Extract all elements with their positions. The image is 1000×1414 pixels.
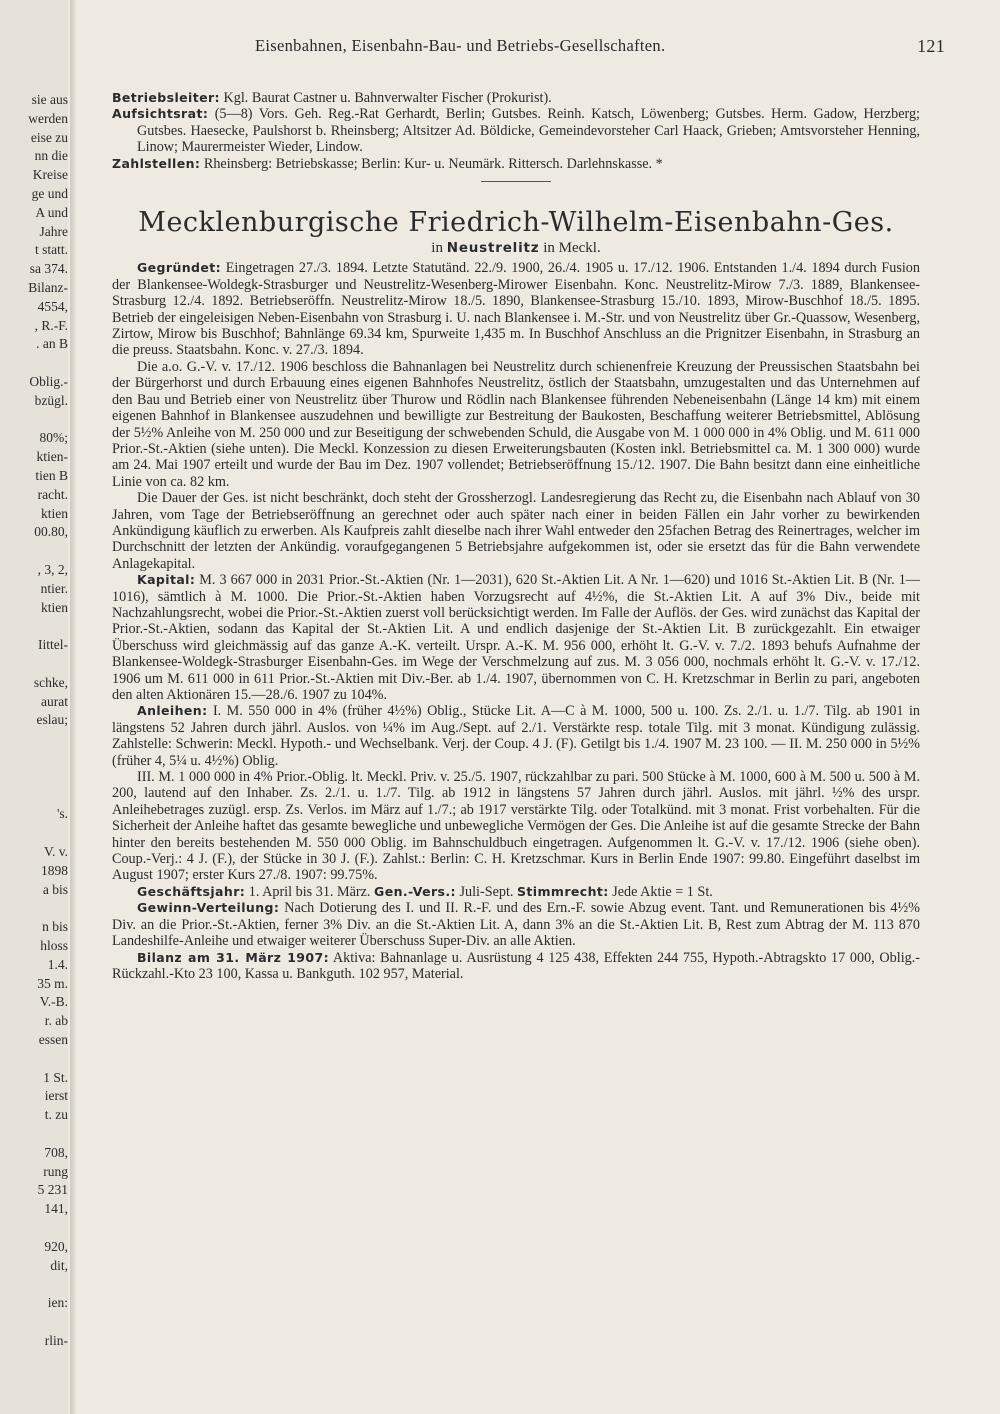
left-margin-fragment: V.-B. <box>39 994 68 1010</box>
left-margin-fragment: sie aus <box>31 92 68 107</box>
left-margin-fragment <box>4 825 68 842</box>
left-margin-fragment: n bis <box>42 919 68 935</box>
left-margin-fragment: racht. <box>37 486 68 502</box>
anleihen-paragraph <box>112 703 920 769</box>
betriebsleiter-entry <box>112 90 920 106</box>
zahlstellen-label: Zahlstellen: <box>112 155 201 171</box>
bilanz-label: Bilanz am 31. März 1907: <box>137 949 329 965</box>
page-content <box>112 90 920 982</box>
left-margin-fragment: 1.4. <box>47 956 68 972</box>
left-margin-fragment <box>4 769 68 786</box>
left-margin-fragment: werden <box>28 110 68 126</box>
gv-paragraph: Die a.o. G.-V. v. 17./12. 1906 beschloss die Bahnanlagen bei Neustrelitz durch schienenfreie Kreuzung der Preussischen Staatsbahn bei der Bürgerhorst und durch Erbauung eines eigenen Bahnhofes Neustrelitz, östlich der Staatsbahn, umzugestalten und das Unternehmen auf den Bau und Betrieb einer von Neustrelitz über Thurow und Rödlin nach Blankensee führenden Nebeneisenbahn (Länge 14 km) mit einem eigenen Bahnhof in Blankensee auszudehnen und bewilligte zur Bestreitung der Baukosten, Beschaffung weiterer Betriebsmittel, Ablösung der 5½% Anleihe von M. 250 000 und zur Beseitigung der schwebenden Schuld, die Ausgabe von M. 1 000 000 in 4% Oblig. und M. 611 000 Prior.-St.-Aktien (siehe unten). Die Meckl. Konzession zu diesen Erweiterungsbauten (Kosten inkl. Betriebsmittel ca. M. 1 300 000) wurde am 24. Mai 1907 erteilt und wurde der Bau im Dez. 1907 vollendet; Betriebseröffnung 15./12. 1907. Die Bahn besitzt dann eine einheitliche Linie von ca. 82 km. <box>112 358 920 490</box>
left-margin-fragment: ierst <box>44 1088 68 1104</box>
page-fold <box>70 0 76 1414</box>
gegruendet-text: Eingetragen 27./3. 1894. Letzte Statutänd. 22./9. 1900, 26./4. 1905 u. 17./12. 1906. Entstanden 1./4. 1894 durch Fusion der Blankensee-Woldegk-Strasburger und Neustrelitz-Wesenberg-Mirower Eisenbahn. Konc. Neustrelitz-Mirow 7./3. 1889, Blankensee-Strasburg 12./4. 1892. Betriebseröffn. Neustrelitz-Mirow 18./5. 1890, Blankensee-Strasburg 15./10. 1893, Mirow-Buschhof 18./5. 1895. Betrieb der eingeleisigen Neben-Eisenbahn von Strasburg i. U. nach Blankensee i. M.-Str. und von Neustrelitz über Gr.-Quassow, Wesenberg, Zirtow, Mirow bis Buschhof; Bahnlänge 69.34 km, Spurweite 1,435 m. In Buschhof Anschluss an die Prignitzer Eisenbahn, in Strasburg an die preuss. Staatsbahn. Konc. v. 27./3. 1894. <box>112 260 920 359</box>
left-margin-fragment <box>4 656 68 673</box>
left-margin-fragment: 708, <box>44 1144 68 1160</box>
left-margin-fragment: r. ab <box>44 1013 68 1029</box>
kapital-label: Kapital: <box>137 572 196 588</box>
left-margin-fragment: 80%; <box>39 430 68 446</box>
left-margin-fragment: nn die <box>34 148 68 164</box>
left-margin-fragment <box>4 731 68 748</box>
company-title: Mecklenburgische Friedrich-Wilhelm-Eisenbahn-Ges. <box>138 207 894 239</box>
gewinn-text: Nach Dotierung des I. und II. R.-F. und des Ern.-F. sowie Abzug event. Tant. und Remunerationen bis 4½% Div. an die Prior.-St.-Aktien, ferner 3% Div. an die St.-Aktien Lit. A, dann 3% an die St.-Aktien Lit. B, Rest zum Abtrag der M. 113 870 Landeshilfe-Anleihe und etwaiger weiterer Überschuss Super-Div. an alle Aktien. <box>112 900 920 950</box>
anleihe-3-paragraph: III. M. 1 000 000 in 4% Prior.-Oblig. lt. Meckl. Priv. v. 25./5. 1907, rückzahlbar zu pari. 500 Stücke à M. 1000, 600 à M. 500 u. 500 à M. 200, lautend auf den Inhaber. Zs. 2./1. u. 1./7. Tilg. ab 1912 in längstens 57 Jahren durch jährl. Auslos. mit jährl. ½% des urspr. Anleihebetrages zuzügl. ersp. Zs. Verlos. im März auf 1./7.; ab 1917 verstärkte Tilg. oder Totalkünd. mit 3 monat. Frist vorbehalten. Für die Sicherheit der Anleihe haftet das gesamte bewegliche und unbewegliche Vermögen der Ges. Die Anleihe ist auf die gesamte Strecke der Bahn hinter den bereits bestehenden M. 550 000 Oblig. im Bahnschuldbuch eingetragen. Aufgenommen lt. G.-V. v. 17./12. 1906 (siehe oben). Coup.-Verj.: 4 J. (F.), der Stücke in 30 J. (F.). Zahlst.: Berlin: C. H. Kretzschmar. Kurs in Berlin Ende 1907: 99.80. Eingeführt daselbst im August 1907; erster Kurs 27./8. 1907: 99.75%. <box>112 769 920 884</box>
page-number: 121 <box>917 36 945 56</box>
left-margin-fragment <box>4 1220 68 1237</box>
location-city: Neustrelitz <box>446 240 540 257</box>
anleihen-label: Anleihen: <box>137 703 208 719</box>
left-margin-fragment <box>4 543 68 560</box>
left-margin-fragment <box>4 1314 68 1331</box>
gewinn-label: Gewinn-Verteilung: <box>137 900 280 916</box>
section-divider <box>481 181 551 182</box>
left-margin-fragment: bzügl. <box>34 392 68 408</box>
left-margin-fragment: dit, <box>50 1257 68 1273</box>
dauer-paragraph: Die Dauer der Ges. ist nicht beschränkt, doch steht der Grossherzogl. Landesregierung das Recht zu, die Eisenbahn nach Ablauf von 30 Jahren, vom Tage der Betriebseröffnung an gerechnet oder auch später nach einer in beiden Fällen ein Jahr vorher zu bewirkenden Ankündigung käuflich zu erwerben. Als Kaufpreis zahlt dieselbe nach ihrer Wahl entweder den 25fachen Betrag des Reinertrages, welcher im Durchschnitt der letzten der Ankündig. voraufgegangenen 5 Betriebsjahre aufgekommen ist, oder sie ersetzt das für die Bahn verwendete Anlagekapital. <box>112 490 920 572</box>
left-margin-fragment: . an B <box>36 336 68 352</box>
left-margin-fragment: ge und <box>31 186 68 201</box>
left-margin-fragment <box>4 1126 68 1143</box>
gen-vers-text: Juli-Sept. <box>455 883 518 900</box>
left-margin-fragment <box>4 1276 68 1293</box>
running-header <box>255 36 945 56</box>
aufsichtsrat-label: Aufsichtsrat: <box>112 106 209 122</box>
left-margin-fragment <box>4 1051 68 1068</box>
location-prefix: in <box>431 240 447 257</box>
left-margin-fragment: 1 St. <box>43 1069 68 1085</box>
left-margin-fragment: a bis <box>42 881 68 897</box>
kapital-paragraph <box>112 572 920 703</box>
gegruendet-label: Gegründet: <box>137 260 222 276</box>
left-margin-fragment <box>4 900 68 917</box>
geschaeftsjahr-text: 1. April bis 31. März. <box>245 883 375 900</box>
left-margin-fragment: 1898 <box>41 862 68 878</box>
bilanz-text: Aktiva: Bahnanlage u. Ausrüstung 4 125 438, Effekten 244 755, Hypoth.-Abtragskto 17 000, Oblig.-Rückzahl.-Kto 23 100, Kassa u. Bankguth. 102 957, Material. <box>112 949 920 982</box>
left-margin-fragment <box>4 788 68 805</box>
zahlstellen-entry <box>112 156 920 172</box>
left-margin-fragment: rung <box>43 1163 68 1179</box>
left-margin-fragment <box>4 618 68 635</box>
left-margin-fragment <box>4 750 68 767</box>
left-margin-fragment: 35 m. <box>37 975 68 991</box>
left-margin-fragment: aurat <box>41 693 68 709</box>
left-margin-fragment: 920, <box>44 1238 68 1254</box>
kapital-text: M. 3 667 000 in 2031 Prior.-St.-Aktien (Nr. 1—2031), 620 St.-Aktien Lit. A Nr. 1—620) und 1016 St.-Aktien Lit. B (Nr. 1—1016), sämtlich à M. 1000. Die Prior.-St.-Aktien haben Vorzugsrecht auf 4½%, die St.-Aktien Lit. A auf 3% Div., beide mit Nachzahlungsrecht, wobei die Prior.-St.-Aktien zuerst voll berücksichtigt werden. Im Falle der Auflös. der Ges. wird zunächst das Kapital der Prior.-St.-Aktien, sodann das Kapital der St.-Aktien Lit. A und endlich dasjenige der St.-Aktien Lit. B zurückgezahlt. Ein etwaiger Überschuss wird gleichmässig auf das ganze A.-K. verteilt. Urspr. A.-K. M. 956 000, erhöht lt. G.-V. v. 7./2. 1893 behufs Aufnahme der Blankensee-Woldegk-Strasburger Eisenbahn-Ges. im Wege der Verschmelzung auf zus. M. 3 056 000, nochmals erhöht lt. G.-V. v. 17./12. 1906 um M. 611 000 in 611 Prior.-St.-Aktien mit Div.-Ber. ab 1./4. 1907, übernommen von C. H. Kretzschmar in Berlin zu pari, angeboten den alten Aktionären 15.—28./6. 1907 zu 104%. <box>112 572 920 703</box>
left-margin-fragment: ktien- <box>36 449 68 465</box>
gen-vers-label: Gen.-Vers.: <box>374 883 456 899</box>
left-margin-fragment: 's. <box>56 806 68 822</box>
left-margin-fragment: ntier. <box>40 580 68 596</box>
left-margin-fragment: t statt. <box>35 242 68 258</box>
left-margin-fragment: hloss <box>40 938 68 953</box>
left-margin-fragment: , R.-F. <box>34 317 68 333</box>
betriebsleiter-label: Betriebsleiter: <box>112 90 220 105</box>
left-margin-fragment: eise zu <box>30 129 68 145</box>
left-margin-fragment: Iittel- <box>38 637 68 653</box>
location-suffix: in Meckl. <box>539 240 601 257</box>
left-margin-fragment: tien B <box>35 468 68 483</box>
left-margin-fragment: V. v. <box>43 844 68 859</box>
left-margin-fragment: eslau; <box>36 712 68 728</box>
running-title: Eisenbahnen, Eisenbahn-Bau- und Betriebs-Gesellschaften. <box>255 36 666 55</box>
left-margin-fragment: essen <box>38 1032 68 1047</box>
geschaeftsjahr-label: Geschäftsjahr: <box>137 883 246 899</box>
geschaeftsjahr-paragraph <box>112 884 920 900</box>
stimmrecht-text: Jede Aktie = 1 St. <box>608 883 713 900</box>
betriebsleiter-text: Kgl. Baurat Castner u. Bahnverwalter Fischer (Prokurist). <box>219 90 552 106</box>
left-margin-fragment: 141, <box>44 1201 68 1217</box>
left-margin-fragment: Jahre <box>39 223 68 239</box>
company-location <box>112 240 920 256</box>
left-margin-fragment: schke, <box>33 674 68 690</box>
stimmrecht-label: Stimmrecht: <box>517 883 609 899</box>
zahlstellen-text: Rheinsberg: Betriebskasse; Berlin: Kur- u. Neumärk. Rittersch. Darlehnskasse. * <box>200 155 663 172</box>
left-margin-fragment: Oblig.- <box>29 374 68 389</box>
left-margin-fragment: Kreise <box>32 167 68 183</box>
left-margin-fragment: 5 231 <box>37 1182 68 1198</box>
left-margin-fragment: A und <box>35 204 68 220</box>
left-margin-fragment: Bilanz- <box>28 280 68 295</box>
gegruendet-paragraph <box>112 260 920 358</box>
bilanz-paragraph <box>112 950 920 983</box>
left-margin-fragment: ien: <box>47 1295 68 1311</box>
anleihen-text: I. M. 550 000 in 4% (früher 4½%) Oblig., Stücke Lit. A—C à M. 1000, 500 u. 100. Zs. 2./1. u. 1./7. Tilg. ab 1901 in längstens 52 Jahren durch jährl. Auslos. von ¼% im Aug./Sept. auf 2./1. Verstärkte resp. totale Tilg. mit 3 monat. Kündigung zulässig. Zahlstelle: Schwerin: Meckl. Hypoth.- und Wechselbank. Verj. der Coup. 4 J. (F). Getilgt bis 1./4. 1907 M. 23 100. — II. M. 250 000 in 5½% (früher 4, 5¼ u. 4½%) Oblig. <box>112 703 920 769</box>
aufsichtsrat-text: (5—8) Vors. Geh. Reg.-Rat Gerhardt, Berlin; Gutsbes. Reinh. Katsch, Löwenberg; Gutsbes. Herm. Gadow, Herzberg; Gutsbes. Haesecke, Paulshorst b. Rheinsberg; Altsitzer Ad. Böldicke, Gemeindevorsteher Carl Haack, Grieben; Amtsvorsteher Henning, Linow; Maurermeister Wieder, Lindow. <box>137 106 920 156</box>
left-page-fragment <box>0 0 68 1414</box>
left-margin-fragment <box>4 412 68 429</box>
left-margin-fragment: , 3, 2, <box>37 562 68 577</box>
gewinn-paragraph <box>112 900 920 949</box>
aufsichtsrat-entry <box>112 106 920 155</box>
left-margin-fragment: t. zu <box>44 1107 68 1123</box>
left-margin-fragment <box>4 355 68 372</box>
left-margin-fragment: ktien <box>41 599 68 615</box>
left-margin-fragment: rlin- <box>44 1332 68 1348</box>
left-margin-fragment: 00.80, <box>34 524 68 540</box>
left-margin-fragment: ktien <box>41 505 68 521</box>
left-margin-fragment: 4554, <box>37 298 68 314</box>
left-margin-fragment: sa 374. <box>29 261 68 277</box>
